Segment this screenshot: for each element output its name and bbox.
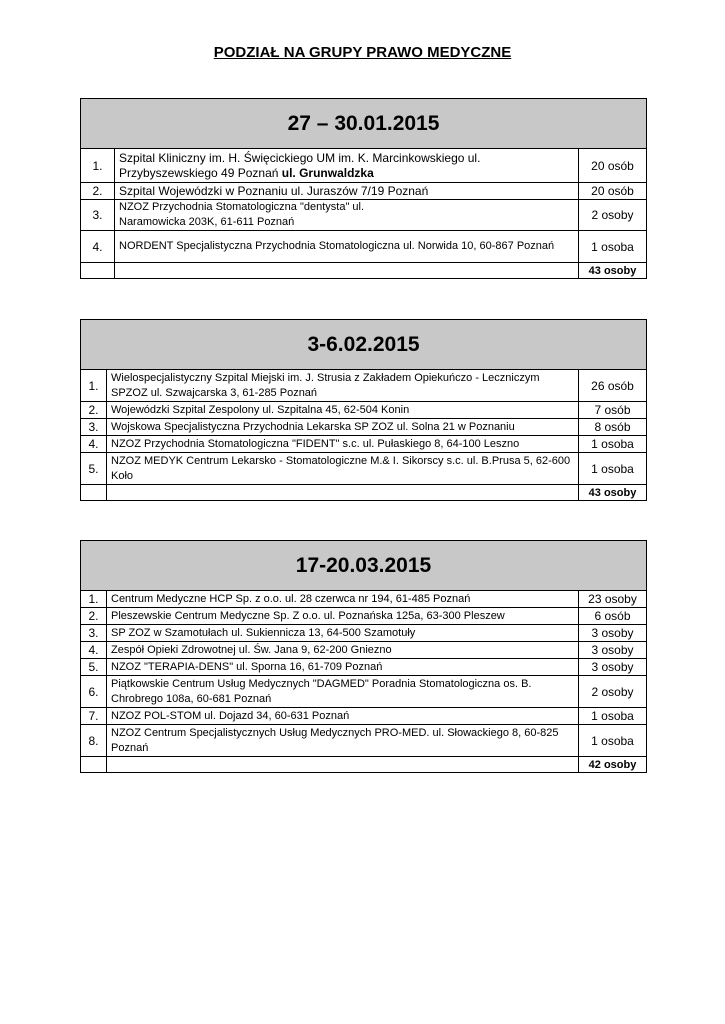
person-count: 3 osoby — [579, 659, 647, 676]
table-row — [81, 725, 647, 757]
row-number: 7. — [81, 708, 107, 725]
facility-name: NZOZ MEDYK Centrum Lekarsko - Stomatologiczne M.& I. Sikorscy s.c. ul. B.Prusa 5, 62-600 Koło — [107, 453, 579, 485]
facility-name: NZOZ Centrum Specjalistycznych Usług Medycznych PRO-MED. ul. Słowackiego 8, 60-825 Poznań — [107, 725, 579, 757]
table-row — [81, 419, 647, 436]
row-number: 1. — [81, 149, 115, 183]
row-number: 1. — [81, 370, 107, 402]
table-row — [81, 676, 647, 708]
row-number: 6. — [81, 676, 107, 708]
facility-name: Wojskowa Specjalistyczna Przychodnia Lekarska SP ZOZ ul. Solna 21 w Poznaniu — [107, 419, 579, 436]
table-row — [81, 402, 647, 419]
person-count: 20 osób — [579, 149, 647, 183]
facility-name-text: Szpital Kliniczny im. H. Święcickiego UM im. K. Marcinkowskiego ul. Przybyszewskiego 49 Poznań — [119, 150, 481, 180]
facility-name: NZOZ "TERAPIA-DENS" ul. Sporna 16, 61-709 Poznań — [107, 659, 579, 676]
person-count: 1 osoba — [579, 453, 647, 485]
facility-name: Wielospecjalistyczny Szpital Miejski im. J. Strusia z Zakładem Opiekuńczo - Leczniczym SPZOZ ul. Szwajcarska 3, 61-285 Poznań — [107, 370, 579, 402]
facility-name: Piątkowskie Centrum Usług Medycznych "DAGMED" Poradnia Stomatologiczna os. B. Chrobrego 108a, 60-681 Poznań — [107, 676, 579, 708]
person-count: 2 osoby — [579, 200, 647, 231]
total-row — [81, 757, 647, 773]
table-row — [81, 642, 647, 659]
facility-name: NZOZ POL-STOM ul. Dojazd 34, 60-631 Poznań — [107, 708, 579, 725]
row-number: 1. — [81, 591, 107, 608]
row-number: 5. — [81, 659, 107, 676]
person-count: 1 osoba — [579, 436, 647, 453]
row-number: 5. — [81, 453, 107, 485]
row-number: 2. — [81, 608, 107, 625]
table-row — [81, 453, 647, 485]
person-count: 1 osoba — [579, 231, 647, 263]
table-row — [81, 625, 647, 642]
person-count: 20 osób — [579, 183, 647, 200]
facility-name: Wojewódzki Szpital Zespolony ul. Szpitalna 45, 62-504 Konin — [107, 402, 579, 419]
table-row — [81, 608, 647, 625]
total-row — [81, 263, 647, 279]
table-row — [81, 231, 647, 263]
row-number: 8. — [81, 725, 107, 757]
person-count: 3 osoby — [579, 642, 647, 659]
table-row — [81, 436, 647, 453]
person-count: 3 osoby — [579, 625, 647, 642]
row-number: 2. — [81, 183, 115, 200]
row-number: 2. — [81, 402, 107, 419]
group-total: 43 osoby — [579, 263, 647, 279]
group-date: 27 – 30.01.2015 — [81, 99, 647, 149]
row-number: 3. — [81, 200, 115, 231]
group-table-2 — [80, 319, 647, 501]
person-count: 1 osoba — [579, 708, 647, 725]
facility-name: Centrum Medyczne HCP Sp. z o.o. ul. 28 czerwca nr 194, 61-485 Poznań — [107, 591, 579, 608]
person-count: 6 osób — [579, 608, 647, 625]
group-date: 17-20.03.2015 — [81, 541, 647, 591]
person-count: 1 osoba — [579, 725, 647, 757]
group-date: 3-6.02.2015 — [81, 320, 647, 370]
person-count: 7 osób — [579, 402, 647, 419]
facility-name-bold: ul. Grunwaldzka — [281, 165, 374, 180]
facility-name: SP ZOZ w Szamotułach ul. Sukiennicza 13, 64-500 Szamotuły — [107, 625, 579, 642]
person-count: 8 osób — [579, 419, 647, 436]
facility-name: Pleszewskie Centrum Medyczne Sp. Z o.o. ul. Poznańska 125a, 63-300 Pleszew — [107, 608, 579, 625]
table-row — [81, 183, 647, 200]
row-number: 4. — [81, 436, 107, 453]
table-row — [81, 708, 647, 725]
row-number: 4. — [81, 231, 115, 263]
facility-name: NORDENT Specjalistyczna Przychodnia Stomatologiczna ul. Norwida 10, 60-867 Poznań — [115, 231, 579, 263]
facility-name: Zespół Opieki Zdrowotnej ul. Św. Jana 9, 62-200 Gniezno — [107, 642, 579, 659]
group-table-1 — [80, 98, 647, 279]
table-row — [81, 200, 647, 231]
person-count: 23 osoby — [579, 591, 647, 608]
total-row — [81, 485, 647, 501]
row-number: 4. — [81, 642, 107, 659]
table-row — [81, 370, 647, 402]
person-count: 2 osoby — [579, 676, 647, 708]
row-number: 3. — [81, 419, 107, 436]
table-row — [81, 591, 647, 608]
group-total: 43 osoby — [579, 485, 647, 501]
facility-name: NZOZ Przychodnia Stomatologiczna "FIDENT" s.c. ul. Pułaskiego 8, 64-100 Leszno — [107, 436, 579, 453]
table-row — [81, 149, 647, 183]
group-table-3 — [80, 540, 647, 773]
group-total: 42 osoby — [579, 757, 647, 773]
person-count: 26 osób — [579, 370, 647, 402]
document-title: PODZIAŁ NA GRUPY PRAWO MEDYCZNE — [213, 44, 512, 61]
facility-name: NZOZ Przychodnia Stomatologiczna "dentysta" ul. Naramowicka 203K, 61-611 Poznań — [115, 200, 579, 231]
table-row — [81, 659, 647, 676]
row-number: 3. — [81, 625, 107, 642]
facility-name — [115, 149, 579, 183]
facility-name: Szpital Wojewódzki w Poznaniu ul. Juraszów 7/19 Poznań — [115, 183, 579, 200]
